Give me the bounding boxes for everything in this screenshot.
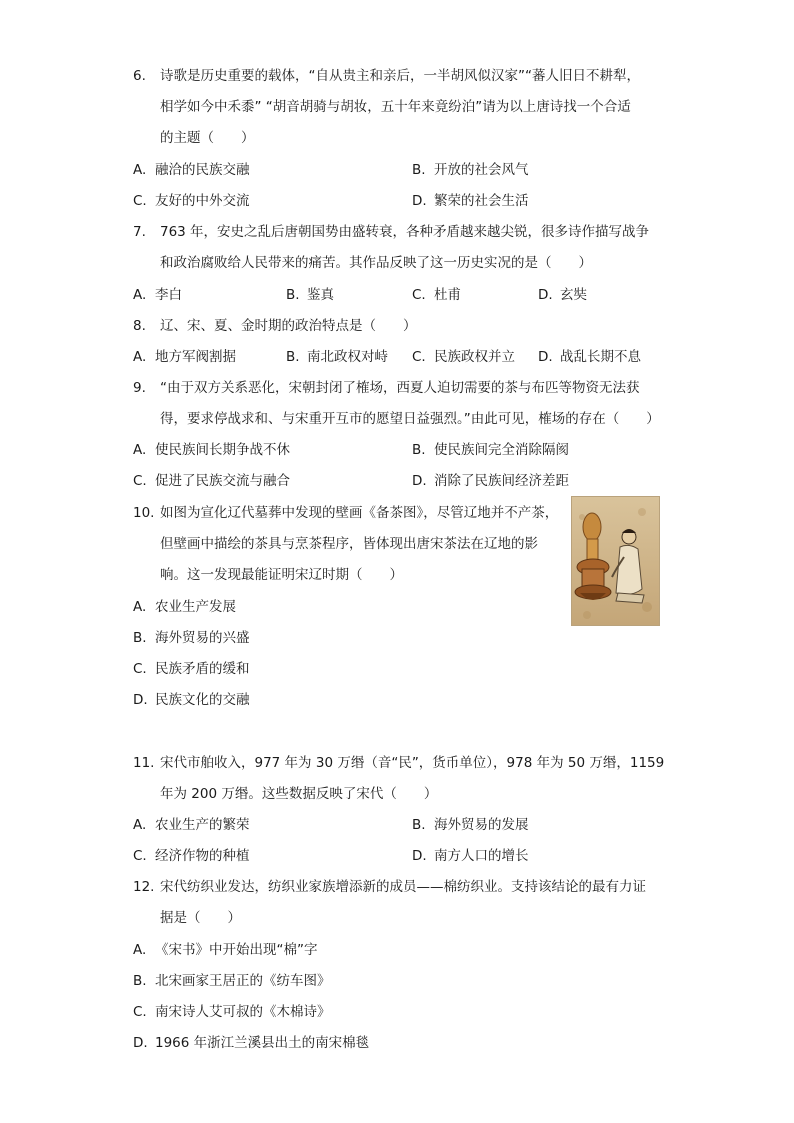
question-number: 6. — [133, 68, 146, 84]
question-stem-line: 的主题（ ） — [160, 130, 255, 146]
option-letter: C. — [133, 661, 147, 677]
option-text: 北宋画家王居正的《纺车图》 — [155, 973, 331, 989]
question-stem-line: 据是（ ） — [160, 910, 241, 926]
option-letter: B. — [412, 817, 426, 833]
option-text: 鉴真 — [307, 287, 334, 303]
option-text: 民族政权并立 — [434, 349, 515, 365]
option-text: 促进了民族交流与融合 — [155, 473, 290, 489]
option-letter: D. — [412, 848, 427, 864]
option-text: 消除了民族间经济差距 — [434, 473, 569, 489]
option-text: 经济作物的种植 — [155, 848, 250, 864]
option-text: 民族文化的交融 — [155, 692, 250, 708]
question-stem-line: 辽、宋、夏、金时期的政治特点是（ ） — [160, 318, 417, 334]
option-text: 民族矛盾的缓和 — [155, 661, 250, 677]
question-stem-line: 763 年，安史之乱后唐朝国势由盛转衰，各种矛盾越来越尖锐，很多诗作描写战争 — [160, 224, 650, 240]
option-text: 南北政权对峙 — [307, 349, 388, 365]
option-letter: C. — [133, 473, 147, 489]
option-text: 海外贸易的发展 — [434, 817, 529, 833]
option-text: 农业生产发展 — [155, 599, 236, 615]
option-letter: A. — [133, 442, 147, 458]
option-text: 杜甫 — [434, 287, 461, 303]
option-text: 1966 年浙江兰溪县出土的南宋棉毯 — [155, 1035, 370, 1051]
option-text: 地方军阀割据 — [155, 349, 236, 365]
option-letter: D. — [133, 1035, 148, 1051]
option-text: 使民族间长期争战不休 — [155, 442, 290, 458]
question-stem-line: 得，要求停战求和、与宋重开互市的愿望日益强烈。”由此可见，榷场的存在（ ） — [160, 411, 660, 427]
option-letter: D. — [133, 692, 148, 708]
option-letter: B. — [412, 442, 426, 458]
option-letter: C. — [412, 349, 426, 365]
option-letter: B. — [286, 349, 300, 365]
question-stem-line: 和政治腐败给人民带来的痛苦。其作品反映了这一历史实况的是（ ） — [160, 255, 592, 271]
question-stem-line: 宋代市舶收入，977 年为 30 万缗（音“民”，货币单位），978 年为 50 万缗，1159 — [160, 755, 665, 771]
option-letter: A. — [133, 162, 147, 178]
mural-illustration — [571, 496, 660, 626]
option-text: 战乱长期不息 — [560, 349, 641, 365]
question-number: 11. — [133, 755, 155, 771]
tea-preparation-mural-icon — [572, 497, 659, 625]
question-stem-line: 如图为宣化辽代墓葬中发现的壁画《备茶图》，尽管辽地并不产茶， — [160, 505, 559, 521]
option-text: 玄奘 — [560, 287, 587, 303]
option-text: 使民族间完全消除隔阂 — [434, 442, 569, 458]
option-text: 繁荣的社会生活 — [434, 193, 529, 209]
question-stem-line: 诗歌是历史重要的载体，“自从贵主和亲后，一半胡风似汉家”“蕃人旧日不耕犁， — [160, 68, 640, 84]
question-stem-line: 相学如今中禾黍” “胡音胡骑与胡妆，五十年来竟纷泊”请为以上唐诗找一个合适 — [160, 99, 631, 115]
option-letter: D. — [412, 193, 427, 209]
option-letter: D. — [412, 473, 427, 489]
option-text: 海外贸易的兴盛 — [155, 630, 250, 646]
option-letter: C. — [133, 193, 147, 209]
question-stem-line: 响。这一发现最能证明宋辽时期（ ） — [160, 567, 403, 583]
question-number: 12. — [133, 879, 155, 895]
question-number: 10. — [133, 505, 155, 521]
option-letter: D. — [538, 287, 553, 303]
option-letter: A. — [133, 599, 147, 615]
option-letter: A. — [133, 942, 147, 958]
option-text: 融洽的民族交融 — [155, 162, 250, 178]
option-letter: D. — [538, 349, 553, 365]
option-letter: B. — [412, 162, 426, 178]
option-text: 友好的中外交流 — [155, 193, 250, 209]
option-text: 农业生产的繁荣 — [155, 817, 250, 833]
option-letter: C. — [412, 287, 426, 303]
option-text: 南方人口的增长 — [434, 848, 529, 864]
option-text: 开放的社会风气 — [434, 162, 529, 178]
option-letter: B. — [133, 630, 147, 646]
question-stem-line: 但壁画中描绘的茶具与烹茶程序，皆体现出唐宋茶法在辽地的影 — [160, 536, 538, 552]
option-letter: A. — [133, 287, 147, 303]
option-letter: B. — [133, 973, 147, 989]
option-letter: C. — [133, 848, 147, 864]
option-letter: A. — [133, 817, 147, 833]
question-number: 9. — [133, 380, 146, 396]
option-text: 李白 — [155, 287, 182, 303]
option-letter: C. — [133, 1004, 147, 1020]
question-stem-line: 宋代纺织业发达，纺织业家族增添新的成员——棉纺织业。支持该结论的最有力证 — [160, 879, 646, 895]
option-letter: A. — [133, 349, 147, 365]
question-number: 8. — [133, 318, 146, 334]
question-number: 7. — [133, 224, 146, 240]
option-text: 南宋诗人艾可叔的《木棉诗》 — [155, 1004, 331, 1020]
option-letter: B. — [286, 287, 300, 303]
question-stem-line: 年为 200 万缗。这些数据反映了宋代（ ） — [160, 786, 438, 802]
option-text: 《宋书》中开始出现“棉”字 — [155, 942, 318, 958]
question-stem-line: “由于双方关系恶化，宋朝封闭了榷场，西夏人迫切需要的茶与布匹等物资无法获 — [160, 380, 640, 396]
